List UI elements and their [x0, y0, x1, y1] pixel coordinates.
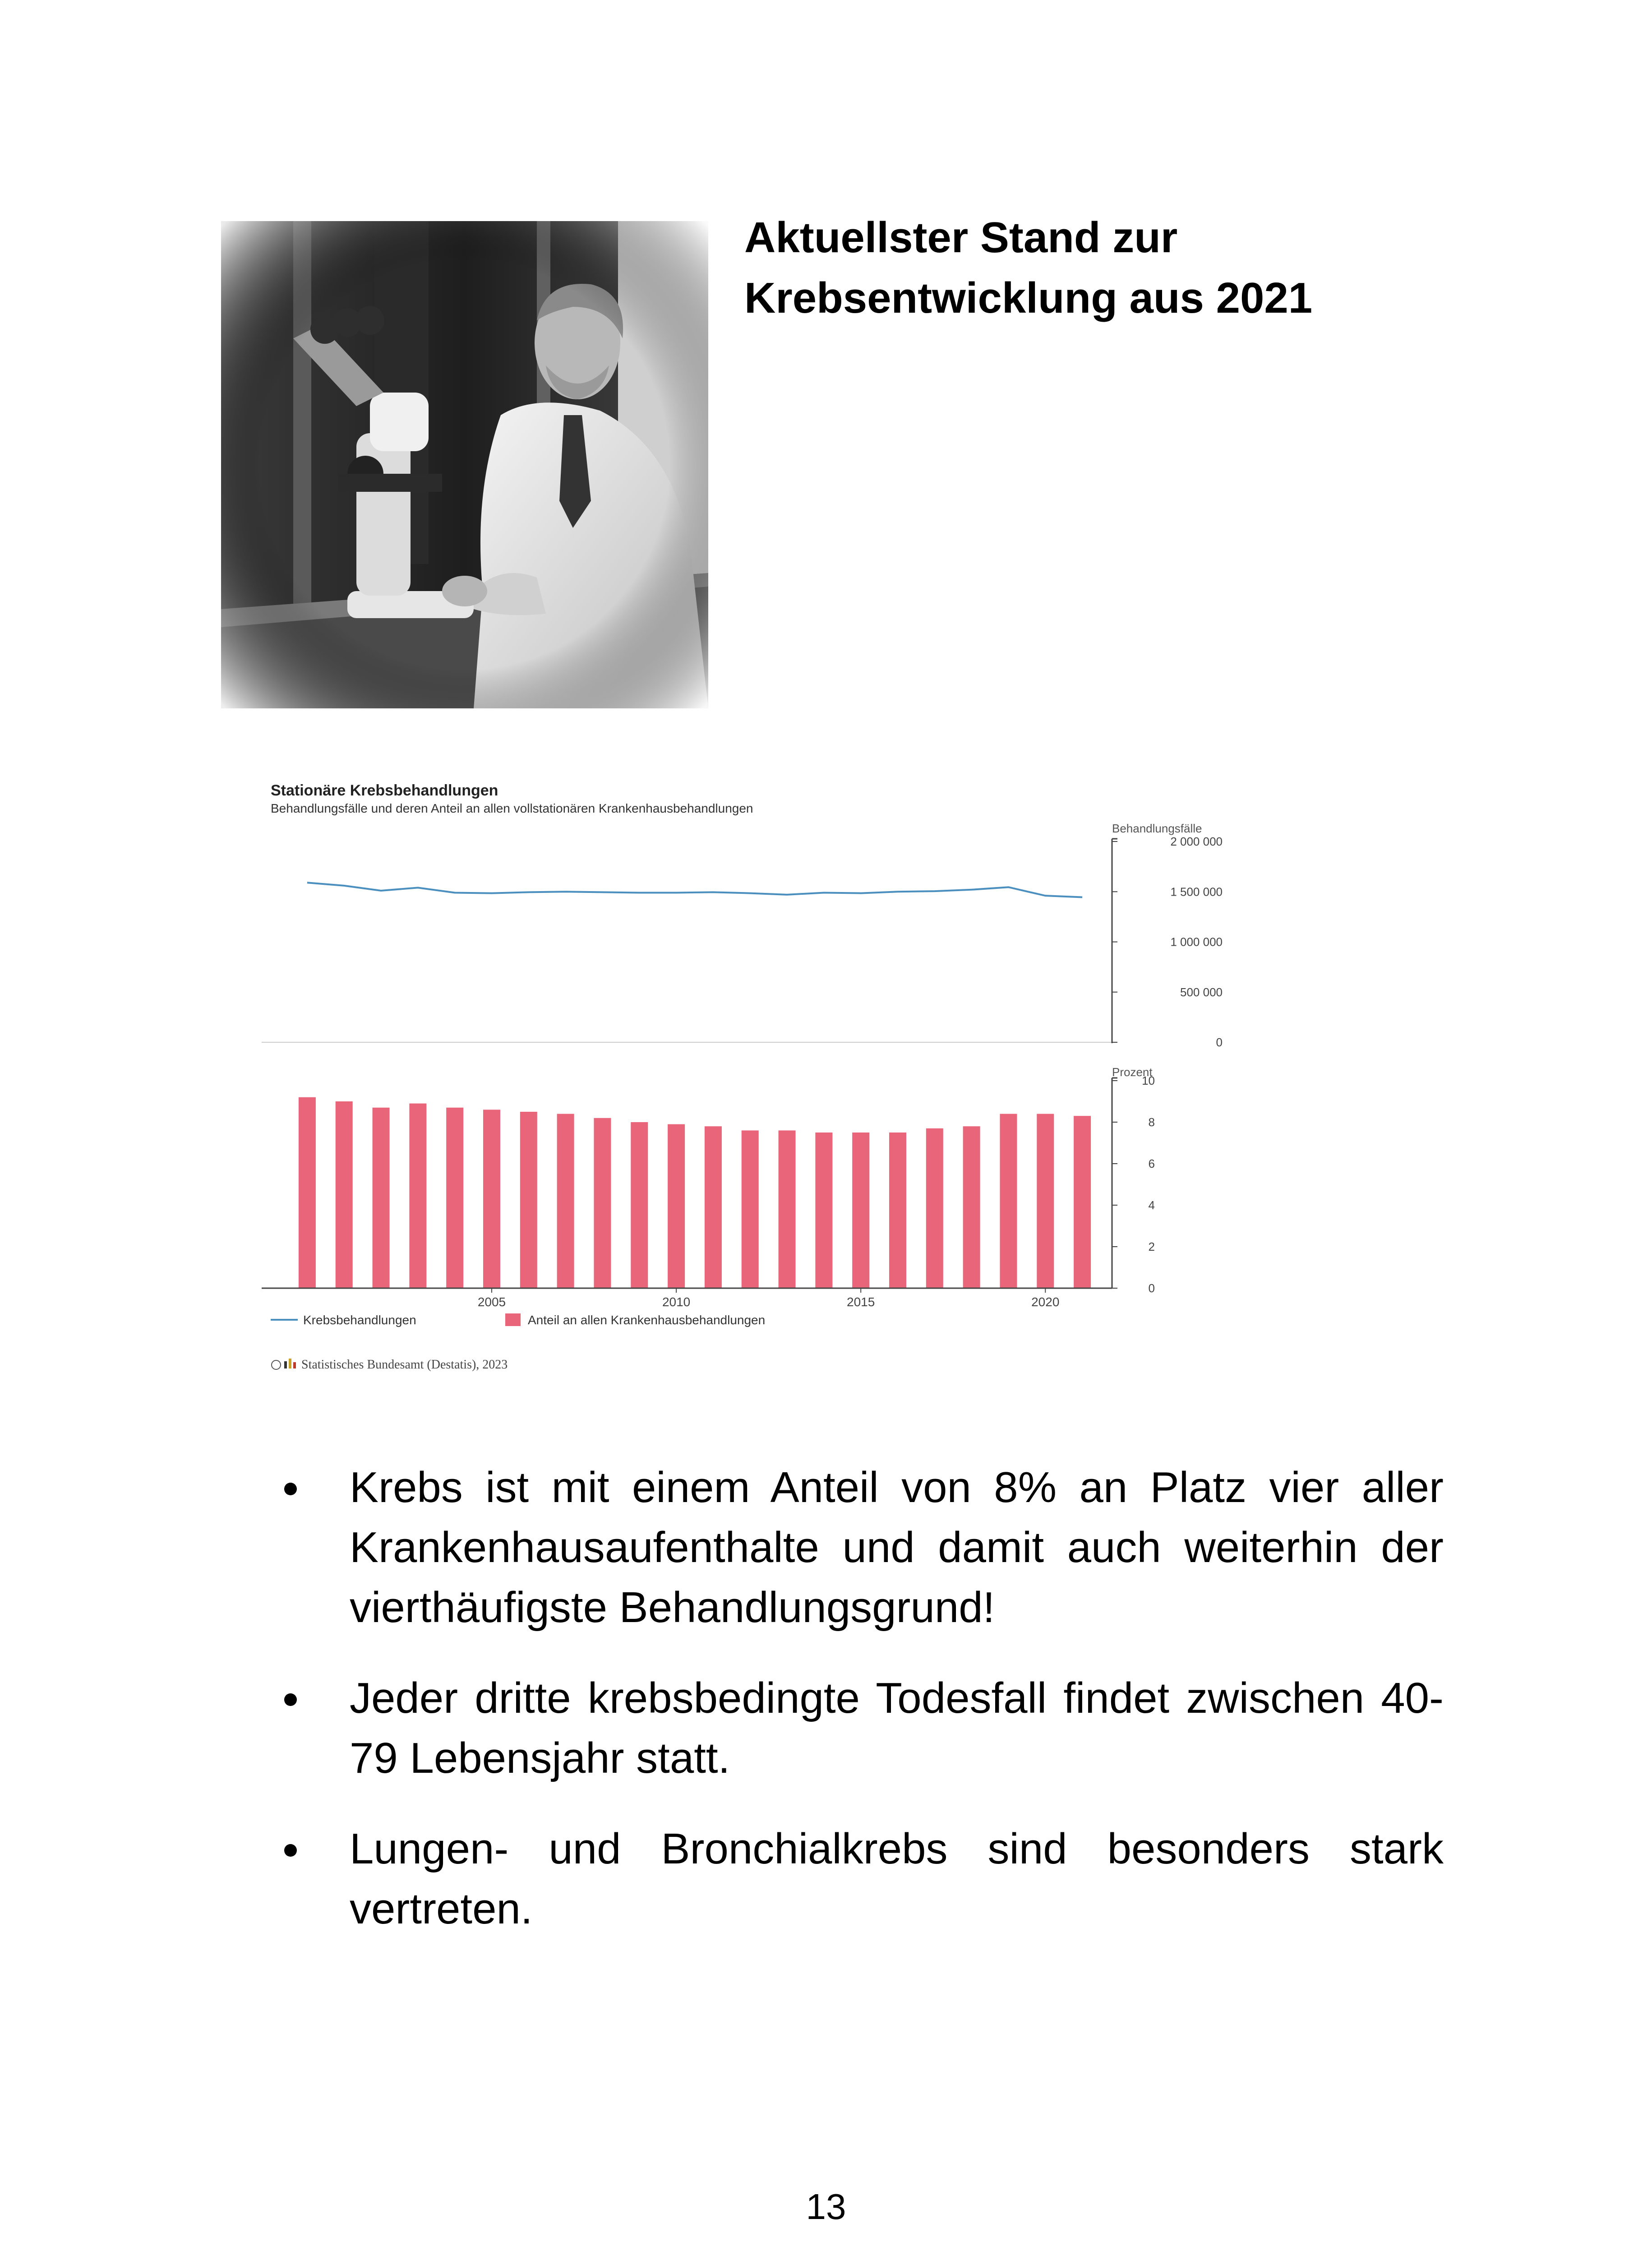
legend-bar-swatch [505, 1313, 521, 1326]
bar [299, 1097, 316, 1288]
bar [779, 1130, 796, 1288]
bar [705, 1126, 722, 1288]
line-y-tick-label: 1 000 000 [1170, 935, 1223, 949]
page-heading [744, 208, 1511, 328]
chart-title: Stationäre Krebsbehandlungen [271, 782, 498, 799]
bar [926, 1128, 943, 1288]
bullet-text: Jeder dritte krebsbedingte Todesfall findet zwischen 40-79 Lebensjahr statt. [350, 1674, 1444, 1782]
copyright-icon [272, 1360, 281, 1369]
bar-y-tick-label: 2 [1148, 1240, 1155, 1253]
bar [742, 1130, 759, 1288]
line-y-axis-label: Behandlungsfälle [1112, 822, 1202, 835]
x-tick-label: 2010 [662, 1295, 691, 1309]
bar [336, 1101, 353, 1288]
line-y-tick-label: 500 000 [1180, 985, 1223, 999]
bar-y-tick-label: 10 [1142, 1074, 1155, 1087]
x-tick-label: 2005 [477, 1295, 506, 1309]
bar [631, 1122, 648, 1288]
bullet-icon [284, 1483, 297, 1495]
bar [557, 1114, 574, 1288]
bar-y-tick-label: 4 [1148, 1198, 1155, 1212]
scientist-photo [221, 221, 708, 708]
bar-panel [262, 1065, 1155, 1309]
bar [520, 1112, 537, 1288]
line-panel [262, 822, 1223, 1049]
line-y-tick-label: 0 [1216, 1036, 1223, 1049]
bullet-icon [284, 1693, 297, 1706]
bullet-text: Krebs ist mit einem Anteil von 8% an Platz vier aller Krankenhausaufenthalte und damit auch weiterhin der vierthäufigste Behandlungsgrund! [350, 1463, 1444, 1632]
chart-canvas [253, 774, 1286, 1387]
bar-y-tick-label: 6 [1148, 1157, 1155, 1170]
bar [668, 1124, 685, 1288]
bullet-item [271, 1457, 1444, 1637]
bullet-item [271, 1819, 1444, 1939]
destatis-logo-icon [284, 1361, 287, 1368]
bullet-icon [284, 1844, 297, 1857]
page-number: 13 [806, 2187, 846, 2227]
heading-line-2: Krebsentwicklung aus 2021 [744, 274, 1313, 322]
x-tick-label: 2020 [1031, 1295, 1060, 1309]
bar [446, 1108, 463, 1288]
bar [594, 1118, 611, 1288]
scientist-with-microscope-photo [221, 221, 708, 708]
bar [1000, 1114, 1017, 1288]
bar-y-tick-label: 8 [1148, 1115, 1155, 1129]
bar [815, 1133, 832, 1288]
bar [373, 1108, 390, 1288]
x-tick-label: 2015 [847, 1295, 875, 1309]
legend-line-label: Krebsbehandlungen [303, 1313, 416, 1327]
bullet-list [271, 1457, 1444, 1969]
bar [963, 1126, 980, 1288]
line-y-tick-label: 1 500 000 [1170, 885, 1223, 899]
bar [483, 1110, 500, 1288]
bar-y-tick-label: 0 [1148, 1281, 1155, 1295]
line-y-tick-label: 2 000 000 [1170, 835, 1223, 848]
bar [409, 1104, 426, 1288]
chart-source-text: Statistisches Bundesamt (Destatis), 2023 [301, 1358, 508, 1372]
bar-y-axis-label: Prozent [1112, 1065, 1153, 1079]
chart-source [272, 1358, 508, 1372]
bullet-text: Lungen- und Bronchialkrebs sind besonders stark vertreten. [350, 1825, 1444, 1933]
legend-bar-label: Anteil an allen Krankenhausbehandlungen [528, 1313, 766, 1327]
bar [852, 1133, 869, 1288]
chart-subtitle: Behandlungsfälle und deren Anteil an allen vollstationären Krankenhausbehandlungen [271, 801, 753, 815]
heading-line-1: Aktuellster Stand zur [744, 213, 1178, 262]
bar [889, 1133, 906, 1288]
line-series-krebsbehandlungen [307, 883, 1082, 897]
bar [1037, 1114, 1054, 1288]
chart-legend [271, 1313, 765, 1327]
cancer-treatment-chart [253, 774, 1286, 1387]
bar [1074, 1116, 1091, 1288]
bullet-item [271, 1668, 1444, 1788]
